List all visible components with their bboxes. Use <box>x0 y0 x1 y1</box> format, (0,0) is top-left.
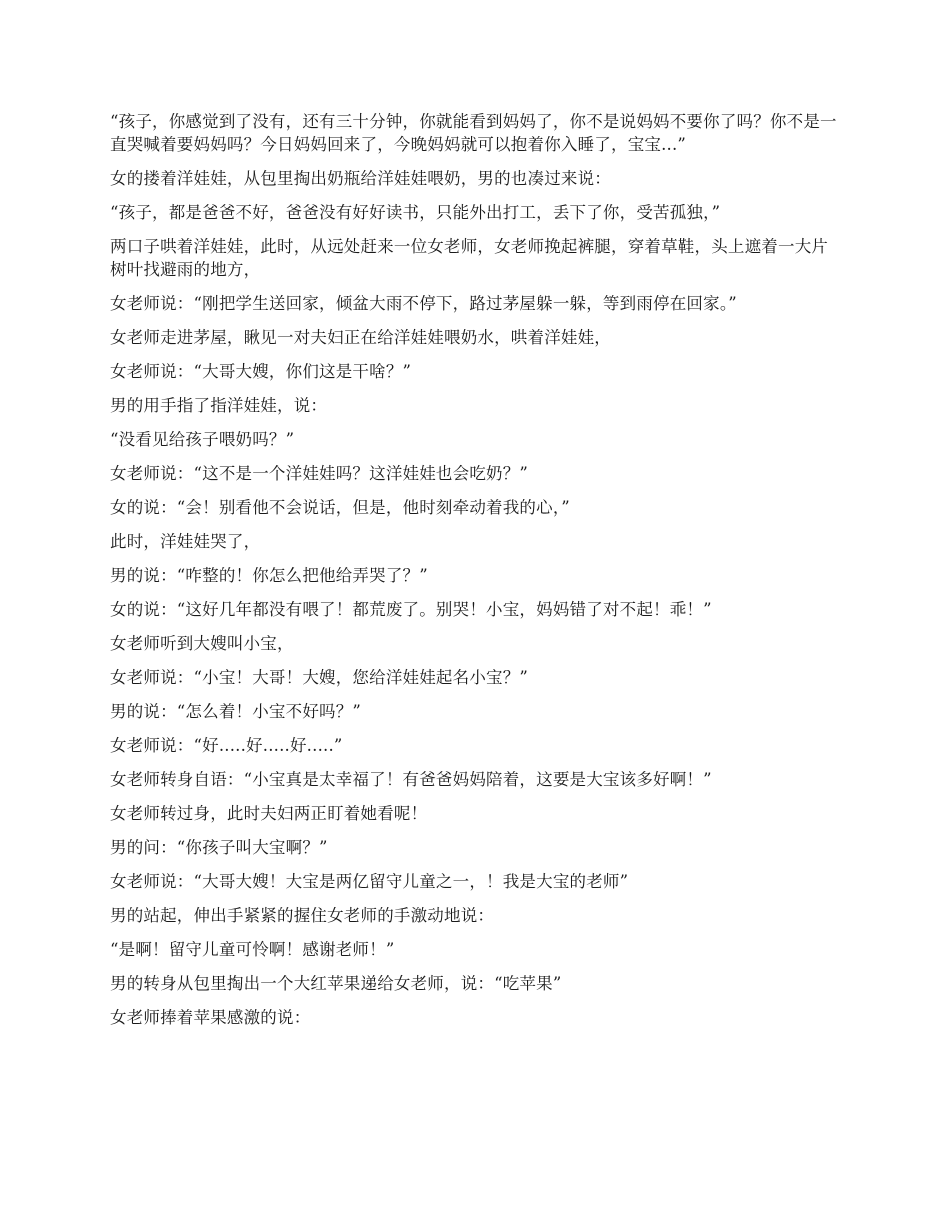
paragraph-24: “是啊！留守儿童可怜啊！感谢老师！” <box>110 940 395 959</box>
paragraph-3: “孩子，都是爸爸不好，爸爸没有好好读书，只能外出打工，丢下了你，受苦孤独，” <box>110 203 721 222</box>
paragraph-14: 女的说：“这好几年都没有喂了！都荒废了。别哭！小宝，妈妈错了对不起！乖！” <box>110 600 712 619</box>
paragraph-17: 男的说：“怎么着！小宝不好吗？” <box>110 702 362 721</box>
paragraph-20: 女老师转过身，此时夫妇两正盯着她看呢！ <box>110 804 428 823</box>
paragraph-23: 男的站起，伸出手紧紧的握住女老师的手激动地说： <box>110 906 495 925</box>
paragraph-2: 女的搂着洋娃娃，从包里掏出奶瓶给洋娃娃喂奶，男的也凑过来说： <box>110 169 611 188</box>
paragraph-10: 女老师说：“这不是一个洋娃娃吗？这洋娃娃也会吃奶？” <box>110 464 529 483</box>
paragraph-7: 女老师说：“大哥大嫂，你们这是干啥？” <box>110 362 412 381</box>
paragraph-18: 女老师说：“好.....好.....好.....” <box>110 736 343 755</box>
paragraph-16: 女老师说：“小宝！大哥！大嫂，您给洋娃娃起名小宝？” <box>110 668 529 687</box>
paragraph-6: 女老师走进茅屋，瞅见一对夫妇正在给洋娃娃喂奶水，哄着洋娃娃， <box>110 328 611 347</box>
paragraph-11: 女的说：“会！别看他不会说话，但是，他时刻牵动着我的心，” <box>110 498 570 517</box>
paragraph-1: “孩子，你感觉到了没有，还有三十分钟，你就能看到妈妈了，你不是说妈妈不要你了吗？你不是一直哭喊着要妈妈吗？今日妈妈回来了，今晚妈妈就可以抱着你入睡了，宝宝...” <box>110 112 837 154</box>
paragraph-5: 女老师说：“刚把学生送回家，倾盆大雨不停下，路过茅屋躲一躲，等到雨停在回家。” <box>110 294 737 313</box>
paragraph-4: 两口子哄着洋娃娃，此时，从远处赶来一位女老师，女老师挽起裤腿，穿着草鞋，头上遮着一大片树叶找避雨的地方， <box>110 237 829 279</box>
paragraph-9: “没看见给孩子喂奶吗？” <box>110 430 295 449</box>
paragraph-22: 女老师说：“大哥大嫂！大宝是两亿留守儿童之一，！我是大宝的老师” <box>110 872 629 891</box>
paragraph-13: 男的说：“咋整的！你怎么把他给弄哭了？” <box>110 566 428 585</box>
paragraph-12: 此时，洋娃娃哭了， <box>110 532 261 551</box>
paragraph-19: 女老师转身自语：“小宝真是太幸福了！有爸爸妈妈陪着，这要是大宝该多好啊！” <box>110 770 712 789</box>
paragraph-8: 男的用手指了指洋娃娃，说： <box>110 396 328 415</box>
paragraph-25: 男的转身从包里掏出一个大红苹果递给女老师，说：“吃苹果” <box>110 974 562 993</box>
paragraph-15: 女老师听到大嫂叫小宝， <box>110 634 294 653</box>
paragraph-21: 男的问：“你孩子叫大宝啊？” <box>110 838 328 857</box>
paragraph-26: 女老师捧着苹果感激的说： <box>110 1008 311 1027</box>
